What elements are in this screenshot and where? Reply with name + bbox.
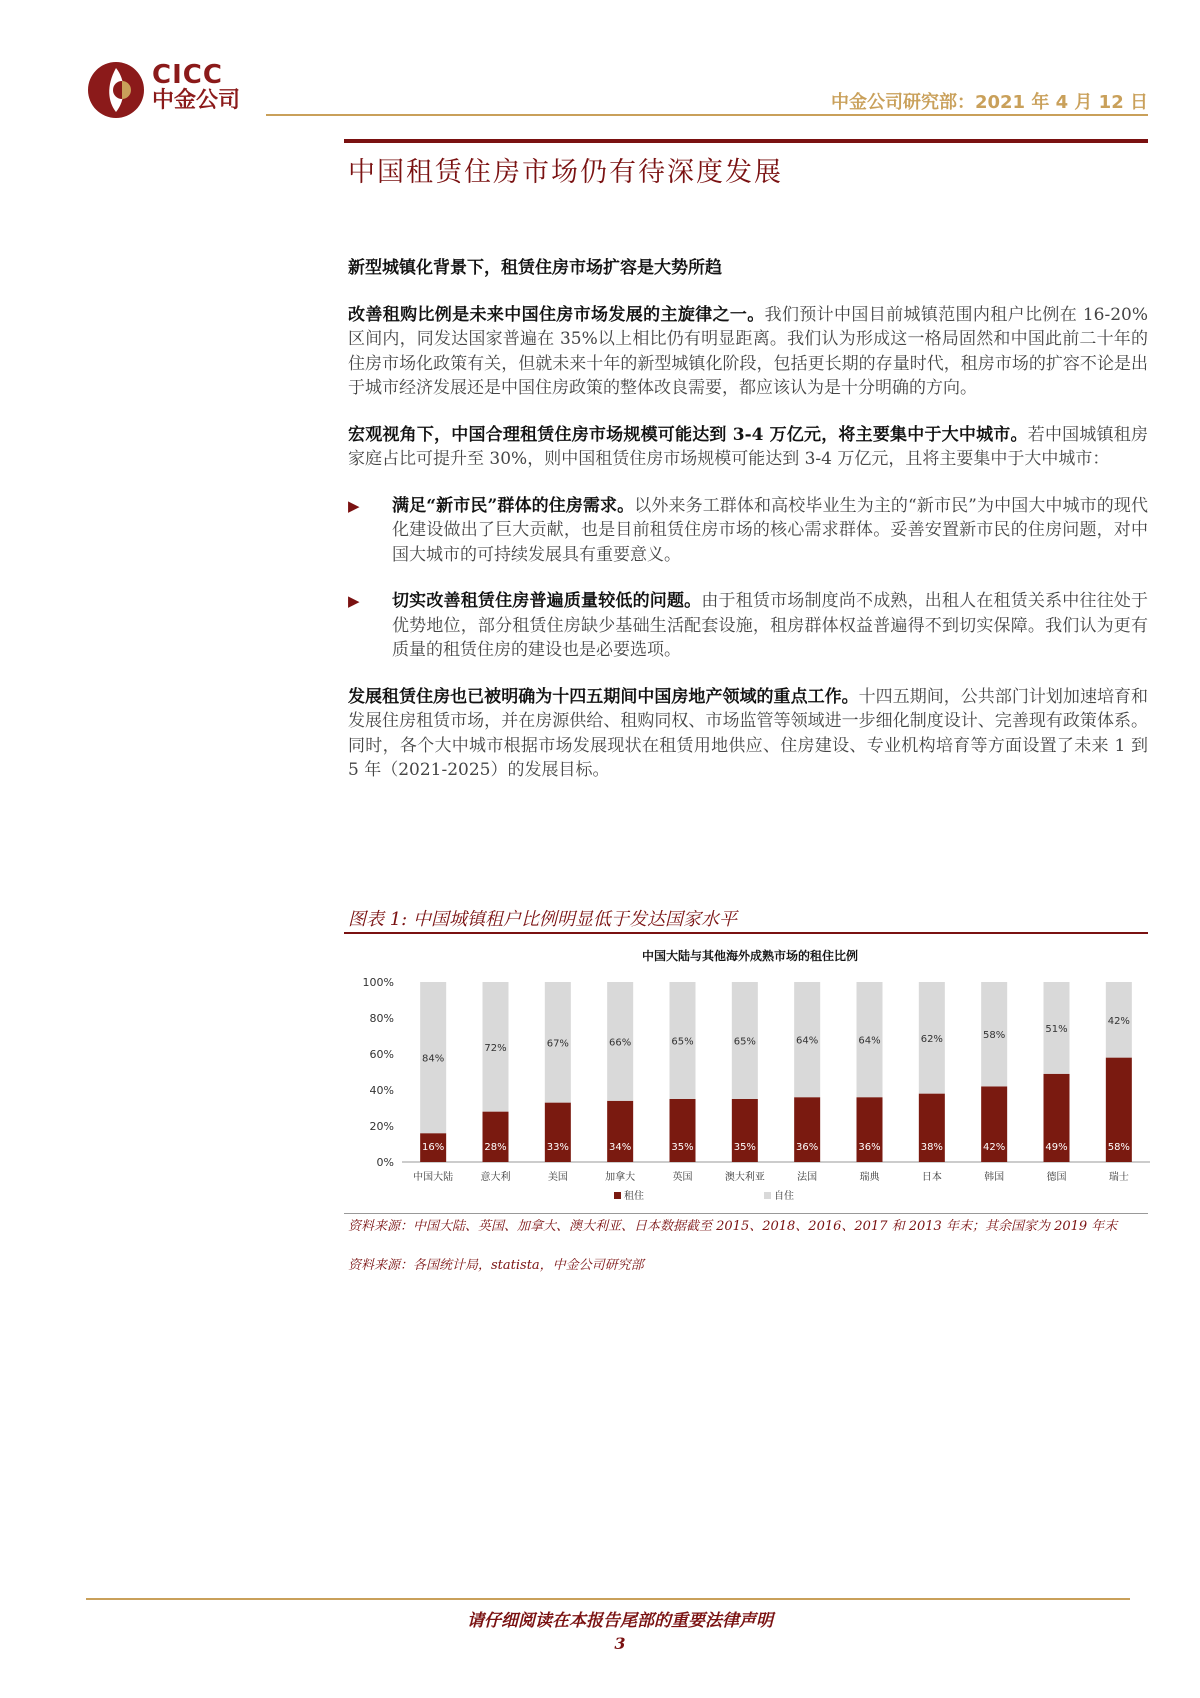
logo-name-en: CICC (152, 60, 223, 90)
legend-label: 租住 (624, 1191, 644, 1202)
rent-value-label: 58% (1107, 1142, 1130, 1153)
paragraph-3-text: 十四五期间，公共部门计划加速培育和发展住房租赁市场，并在房源供给、租购同权、市场监管等领域进一步细化制度设计、完善现有政策体系。同时，各个大中城市根据市场发展现状在租赁用地供应、住房建设、专业机构培育等方面设置了未来 1 到 5 年（2021-2025）的发展目标。 (348, 686, 1149, 780)
own-value-label: 64% (858, 1035, 881, 1047)
rent-value-label: 38% (920, 1142, 943, 1153)
category-label: 日本 (921, 1172, 942, 1183)
paragraph-1 (348, 303, 1148, 401)
source-note-1: 资料来源：中国大陆、英国、加拿大、澳大利亚、日本数据截至 2015、2018、2016、2017 和 2013 年末；其余国家为 2019 年末 (348, 1219, 1118, 1234)
rent-value-label: 28% (484, 1142, 507, 1153)
rent-value-label: 16% (422, 1142, 445, 1153)
rent-value-label: 35% (671, 1142, 694, 1153)
tenure-ratio-chart (344, 940, 1156, 1212)
figure-bottom-divider (344, 1213, 1148, 1214)
bullet-item-2 (348, 589, 1148, 663)
bullet-arrow-icon: ▶ (348, 496, 360, 515)
cicc-logo-icon (86, 60, 146, 120)
report-date: 中金公司研究部：2021 年 4 月 12 日 (830, 92, 1148, 113)
y-tick-label: 20% (369, 1120, 394, 1133)
y-tick-label: 0% (376, 1156, 394, 1169)
rent-value-label: 42% (983, 1142, 1006, 1153)
own-value-label: 42% (1107, 1015, 1130, 1027)
rent-value-label: 33% (546, 1142, 569, 1153)
rent-bar (545, 1103, 571, 1162)
legend-label: 自住 (774, 1191, 794, 1202)
chart-title: 中国大陆与其他海外成熟市场的租住比例 (641, 949, 859, 963)
category-label: 加拿大 (605, 1172, 636, 1183)
own-value-label: 65% (733, 1036, 756, 1048)
y-tick-label: 40% (369, 1084, 394, 1097)
figure-caption: 图表 1: 中国城镇租户比例明显低于发达国家水平 (348, 909, 737, 930)
own-value-label: 64% (796, 1035, 819, 1047)
category-label: 美国 (547, 1172, 568, 1183)
legend-swatch (764, 1192, 771, 1199)
y-tick-label: 60% (369, 1048, 394, 1061)
bullet-2-text: 由于租赁市场制度尚不成熟，出租人在租赁关系中往往处于优势地位，部分租赁住房缺少基础生活配套设施，租房群体权益普遍得不到切实保障。我们认为更有质量的租赁住房的建设也是必要选项。 (392, 591, 1149, 660)
rent-bar (483, 1112, 509, 1162)
section-title: 中国租赁住房市场仍有待深度发展 (348, 157, 783, 188)
bar-series (413, 982, 1132, 1183)
own-value-label: 62% (920, 1033, 943, 1045)
own-value-label: 84% (422, 1053, 445, 1065)
rent-value-label: 35% (733, 1142, 756, 1153)
category-label: 意大利 (480, 1172, 511, 1183)
category-label: 韩国 (984, 1172, 1005, 1183)
footer-divider (86, 1598, 1130, 1600)
own-value-label: 65% (671, 1036, 694, 1048)
paragraph-2 (348, 423, 1148, 472)
category-label: 德国 (1046, 1172, 1067, 1183)
cicc-logo (86, 60, 256, 120)
y-tick-label: 80% (369, 1012, 394, 1025)
bullet-1-text: 以外来务工群体和高校毕业生为主的“新市民”为中国大中城市的现代化建设做出了巨大贡献，也是目前租赁住房市场的核心需求群体。妥善安置新市民的住房问题，对中国大城市的可持续发展具有重要意义。 (392, 495, 1148, 565)
y-tick-label: 100% (362, 976, 394, 989)
paragraph-3 (348, 685, 1148, 783)
category-label: 中国大陆 (413, 1172, 454, 1183)
logo-name-cn: 中金公司 (152, 88, 241, 113)
category-label: 澳大利亚 (724, 1172, 765, 1183)
figure-top-divider (344, 932, 1148, 934)
bullet-arrow-icon: ▶ (348, 592, 360, 610)
subheading: 新型城镇化背景下，租赁住房市场扩容是大势所趋 (348, 258, 722, 278)
paragraph-1-text: 我们预计中国目前城镇范围内租户比例在 16-20%区间内，同发达国家普遍在 35%以上相比仍有明显距离。我们认为形成这一格局固然和中国此前二十年的住房市场化政策有关，但就未来十年的新型城镇化阶段，包括更长期的存量时代，租房市场的扩容不论是出于城市经济发展还是中国住房政策的整体改良需要，都应该认为是十分明确的方向。 (348, 304, 1148, 398)
source-note-2: 资料来源：各国统计局，statista，中金公司研究部 (348, 1258, 644, 1273)
paragraph-1-lead: 改善租购比例是未来中国住房市场发展的主旋律之一。 (348, 304, 765, 325)
report-body (348, 256, 1148, 805)
rent-value-label: 34% (609, 1142, 632, 1153)
own-value-label: 67% (546, 1038, 569, 1050)
footer-disclaimer: 请仔细阅读在本报告尾部的重要法律声明 (467, 1611, 773, 1631)
legend-swatch (614, 1192, 621, 1199)
rent-value-label: 36% (796, 1142, 819, 1153)
paragraph-2-text: 若中国城镇租房家庭占比可提升至 30%，则中国租赁住房市场规模可能达到 3-4 万亿元，且将主要集中于大中城市： (348, 424, 1148, 469)
category-label: 英国 (672, 1172, 693, 1183)
bullet-1-lead: 满足“新市民”群体的住房需求。 (392, 495, 635, 516)
title-bar (344, 139, 1148, 143)
category-label: 法国 (797, 1172, 818, 1183)
own-value-label: 72% (484, 1042, 507, 1054)
paragraph-3-lead: 发展租赁住房也已被明确为十四五期间中国房地产领域的重点工作。 (348, 686, 859, 707)
chart-legend (614, 1189, 794, 1202)
paragraph-2-lead: 宏观视角下，中国合理租赁住房市场规模可能达到 3-4 万亿元，将主要集中于大中城市。 (348, 424, 1028, 445)
own-value-label: 58% (983, 1030, 1006, 1042)
bullet-item-1 (348, 494, 1148, 568)
own-value-label: 66% (609, 1037, 632, 1049)
category-label: 瑞典 (859, 1172, 880, 1183)
rent-value-label: 49% (1045, 1142, 1068, 1153)
bullet-2-lead: 切实改善租赁住房普遍质量较低的问题。 (392, 591, 702, 611)
category-label: 瑞士 (1108, 1172, 1129, 1183)
own-value-label: 51% (1045, 1023, 1068, 1035)
y-axis (363, 976, 394, 1169)
header-divider (266, 114, 1148, 116)
page-number: 3 (614, 1634, 626, 1653)
rent-value-label: 36% (858, 1142, 881, 1153)
